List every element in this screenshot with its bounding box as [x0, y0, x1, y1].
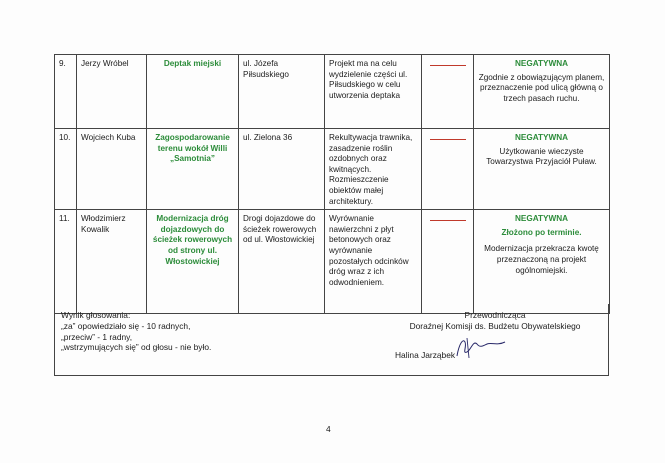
table-row — [55, 210, 610, 314]
empty-score-dash — [430, 65, 466, 66]
verdict-label: NEGATYWNA — [514, 214, 569, 224]
verdict-reason: Zgodnie z obowiązującym planem, przeznaczenie pod ulicą główną o trzech pasach ruchu. — [478, 72, 605, 103]
score-cell — [422, 55, 474, 129]
score-cell — [422, 129, 474, 210]
vote-result — [61, 310, 211, 353]
project-location: Drogi dojazdowe do ścieżek rowerowych od ul. Włostowickiej — [239, 210, 325, 314]
vote-abstain: „wstrzymujących się” od głosu - nie było. — [61, 342, 212, 353]
verdict-label: NEGATYWNA — [514, 59, 569, 68]
table-row — [55, 55, 610, 129]
handwritten-signature — [453, 334, 513, 360]
vote-result-box — [54, 304, 609, 376]
empty-score-dash — [430, 139, 466, 140]
project-description: Rekultywacja trawnika, zasadzenie roślin ozdobnych oraz kwitnących. Rozmieszczenie obiektów małej architektury. — [325, 129, 422, 210]
empty-score-dash — [430, 220, 466, 221]
verdict-label: NEGATYWNA — [514, 133, 569, 142]
vote-against: „przeciw” - 1 radny, — [61, 331, 133, 342]
page-number: 4 — [326, 424, 331, 434]
vote-for: „za” opowiedziało się - 10 radnych, — [61, 320, 191, 331]
project-location: ul. Józefa Piłsudskiego — [239, 55, 325, 129]
table-row — [55, 129, 610, 210]
applicant-name: Wojciech Kuba — [77, 129, 147, 210]
verdict-cell — [474, 129, 610, 210]
project-title: Zagospodarowanie terenu wokół Willi „Samotnia” — [147, 129, 239, 210]
sign-title: Przewodnicząca — [464, 310, 526, 320]
applicant-name: Włodzimierz Kowalik — [77, 210, 147, 314]
verdict-reason: Użytkowanie wieczyste Towarzystwa Przyjaciół Puław. — [486, 146, 597, 167]
project-title: Deptak miejski — [147, 55, 239, 129]
signature-block — [385, 310, 605, 332]
row-number: 10. — [55, 129, 77, 210]
applicant-name: Jerzy Wróbel — [77, 55, 147, 129]
sign-body: Doraźnej Komisji ds. Budżetu Obywatelskiego — [409, 320, 581, 331]
project-title: Modernizacja dróg dojazdowych do ścieżek rowerowych od strony ul. Włostowickiej — [147, 210, 239, 314]
verdict-cell — [474, 210, 610, 314]
score-cell — [422, 210, 474, 314]
row-number: 9. — [55, 55, 77, 129]
project-location: ul. Zielona 36 — [239, 129, 325, 210]
project-description: Wyrównanie nawierzchni z płyt betonowych oraz wyrównanie pozostałych odcinków dróg wraz z ich odwodnieniem. — [325, 210, 422, 314]
project-description: Projekt ma na celu wydzielenie części ul. Piłsudskiego w celu utworzenia deptaka — [325, 55, 422, 129]
vote-title: Wynik głosowania: — [61, 310, 131, 320]
projects-table — [54, 54, 610, 314]
verdict-cell — [474, 55, 610, 129]
verdict-reason: Złożono po terminie. — [501, 227, 582, 237]
signer-name: Halina Jarząbek — [395, 350, 456, 360]
verdict-reason: Modernizacja przekracza kwotę przeznaczoną na projekt ogólnomiejski. — [484, 244, 599, 275]
row-number: 11. — [55, 210, 77, 314]
